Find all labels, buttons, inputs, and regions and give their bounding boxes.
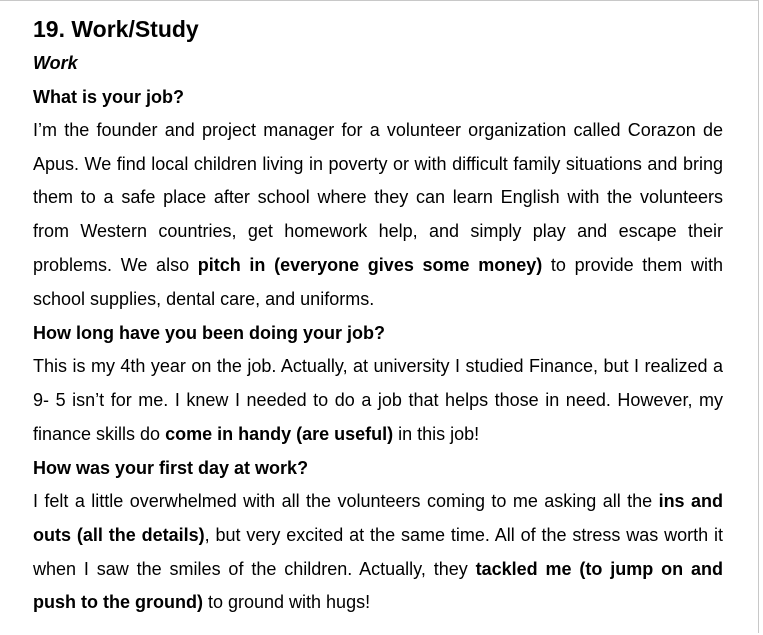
answer-text: I’m the founder and project manager for a volunteer organization called Corazon de Apus. We find local children living in poverty or with difficult family situations and bring them to a safe place after school where they can learn English with the volunteers from Western countries, get homework help, and simply play and escape their problems. We also xyxy=(33,120,723,275)
answer-highlight: come in handy (are useful) xyxy=(165,423,394,444)
qa-block-first-day xyxy=(33,451,723,620)
answer-paragraph xyxy=(33,350,723,451)
question-text: What is your job? xyxy=(33,87,184,107)
document-body xyxy=(33,12,723,620)
page-title: 19. Work/Study xyxy=(33,16,199,42)
answer-paragraph xyxy=(33,485,723,620)
qa-block-job xyxy=(33,80,723,316)
section-heading: Work xyxy=(33,53,78,73)
answer-text: in this job! xyxy=(393,423,480,444)
qa-block-duration xyxy=(33,316,723,451)
answer-text: , but very excited at the same time. All of the stress was worth it when I saw the smiles of the children. Actually, they xyxy=(33,525,723,579)
answer-highlight: ins and outs (all the details) xyxy=(33,491,723,546)
answer-highlight: tackled me (to jump on and push to the ground) xyxy=(33,558,723,613)
question-text: How was your first day at work? xyxy=(33,458,309,479)
question-text: How long have you been doing your job? xyxy=(33,323,386,344)
answer-paragraph xyxy=(33,114,723,316)
answer-highlight: pitch in (everyone gives some money) xyxy=(197,254,543,275)
answer-text: to ground with hugs! xyxy=(202,592,371,613)
answer-text: to provide them with school supplies, dental care, and uniforms. xyxy=(33,254,723,309)
answer-text: This is my 4th year on the job. Actually, at university I studied Finance, but I realized a 9- 5 isn’t for me. I knew I needed to do a job that helps those in need. However, my finance skills do xyxy=(33,356,723,444)
answer-text: I felt a little overwhelmed with all the volunteers coming to me asking all the xyxy=(33,491,659,512)
